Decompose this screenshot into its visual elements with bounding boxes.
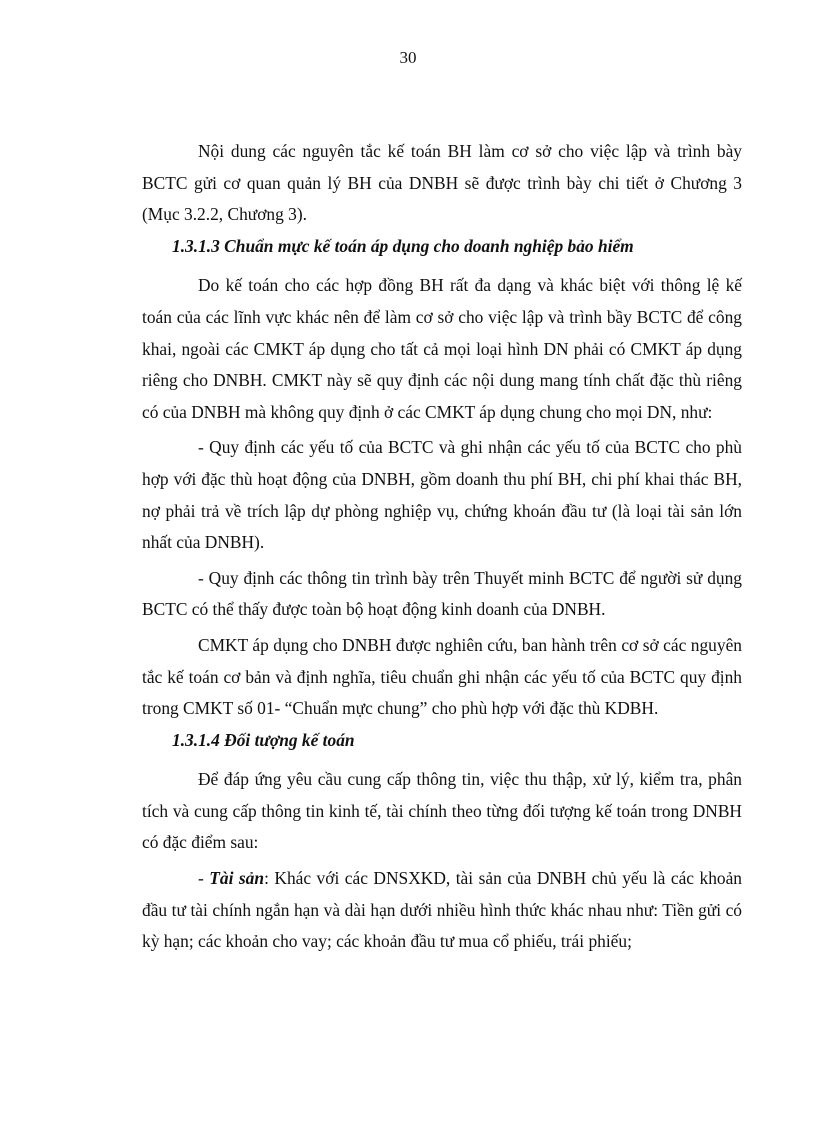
assets-term: Tài sản	[209, 868, 265, 889]
paragraph-assets	[142, 863, 742, 958]
paragraph-bullet-disclosure: - Quy định các thông tin trình bày trên Thuyết minh BCTC để người sử dụng BCTC có thể thấy được toàn bộ hoạt động kinh doanh của DNBH.	[142, 567, 742, 620]
assets-dash: -	[198, 868, 210, 889]
paragraph-standards-intro: Do kế toán cho các hợp đồng BH rất đa dạng và khác biệt với thông lệ kế toán của các lĩnh vực khác nên để làm cơ sở cho việc lập và trình bầy BCTC để công khai, ngoài các CMKT áp dụng cho tất cả mọi loại hình DN phải có CMKT áp dụng riêng cho DNBH. CMKT này sẽ quy định các nội dung mang tính chất đặc thù riêng có của DNBH mà không quy định ở các CMKT áp dụng chung cho mọi DN, như:	[142, 275, 742, 422]
paragraph-accounting-objects: Để đáp ứng yêu cầu cung cấp thông tin, việc thu thập, xử lý, kiểm tra, phân tích và cung cấp thông tin kinh tế, tài chính theo từng đối tượng kế toán trong DNBH có đặc điểm sau:	[142, 769, 742, 853]
section-heading-1-3-1-4: 1.3.1.4 Đối tượng kế toán	[172, 729, 355, 750]
page-number: 30	[399, 48, 417, 67]
paragraph-principles: Nội dung các nguyên tắc kế toán BH làm cơ sở cho việc lập và trình bày BCTC gửi cơ quan quản lý BH của DNBH sẽ được trình bày chi tiết ở Chương 3 (Mục 3.2.2, Chương 3).	[142, 141, 742, 225]
assets-text: : Khác với các DNSXKD, tài sản của DNBH chủ yếu là các khoản đầu tư tài chính ngắn hạn và dài hạn dưới nhiều hình thức khác nhau như: Tiền gửi có kỳ hạn; các khoản cho vay; các khoản đầu tư mua cổ phiếu, trái phiếu;	[142, 868, 742, 952]
section-heading-1-3-1-3: 1.3.1.3 Chuẩn mực kế toán áp dụng cho doanh nghiệp bảo hiểm	[172, 235, 634, 256]
paragraph-cmkt-basis: CMKT áp dụng cho DNBH được nghiên cứu, ban hành trên cơ sở các nguyên tắc kế toán cơ bản và định nghĩa, tiêu chuẩn ghi nhận các yếu tố của BCTC quy định trong CMKT số 01- “Chuẩn mực chung” cho phù hợp với đặc thù KDBH.	[142, 634, 742, 719]
document-body	[142, 136, 742, 962]
paragraph-bullet-elements: - Quy định các yếu tố của BCTC và ghi nhận các yếu tố của BCTC cho phù hợp với đặc thù hoạt động của DNBH, gồm doanh thu phí BH, chi phí khai thác BH, nợ phải trả về trích lập dự phòng nghiệp vụ, chứng khoán đầu tư (là loại tài sản lớn nhất của DNBH).	[142, 437, 742, 553]
